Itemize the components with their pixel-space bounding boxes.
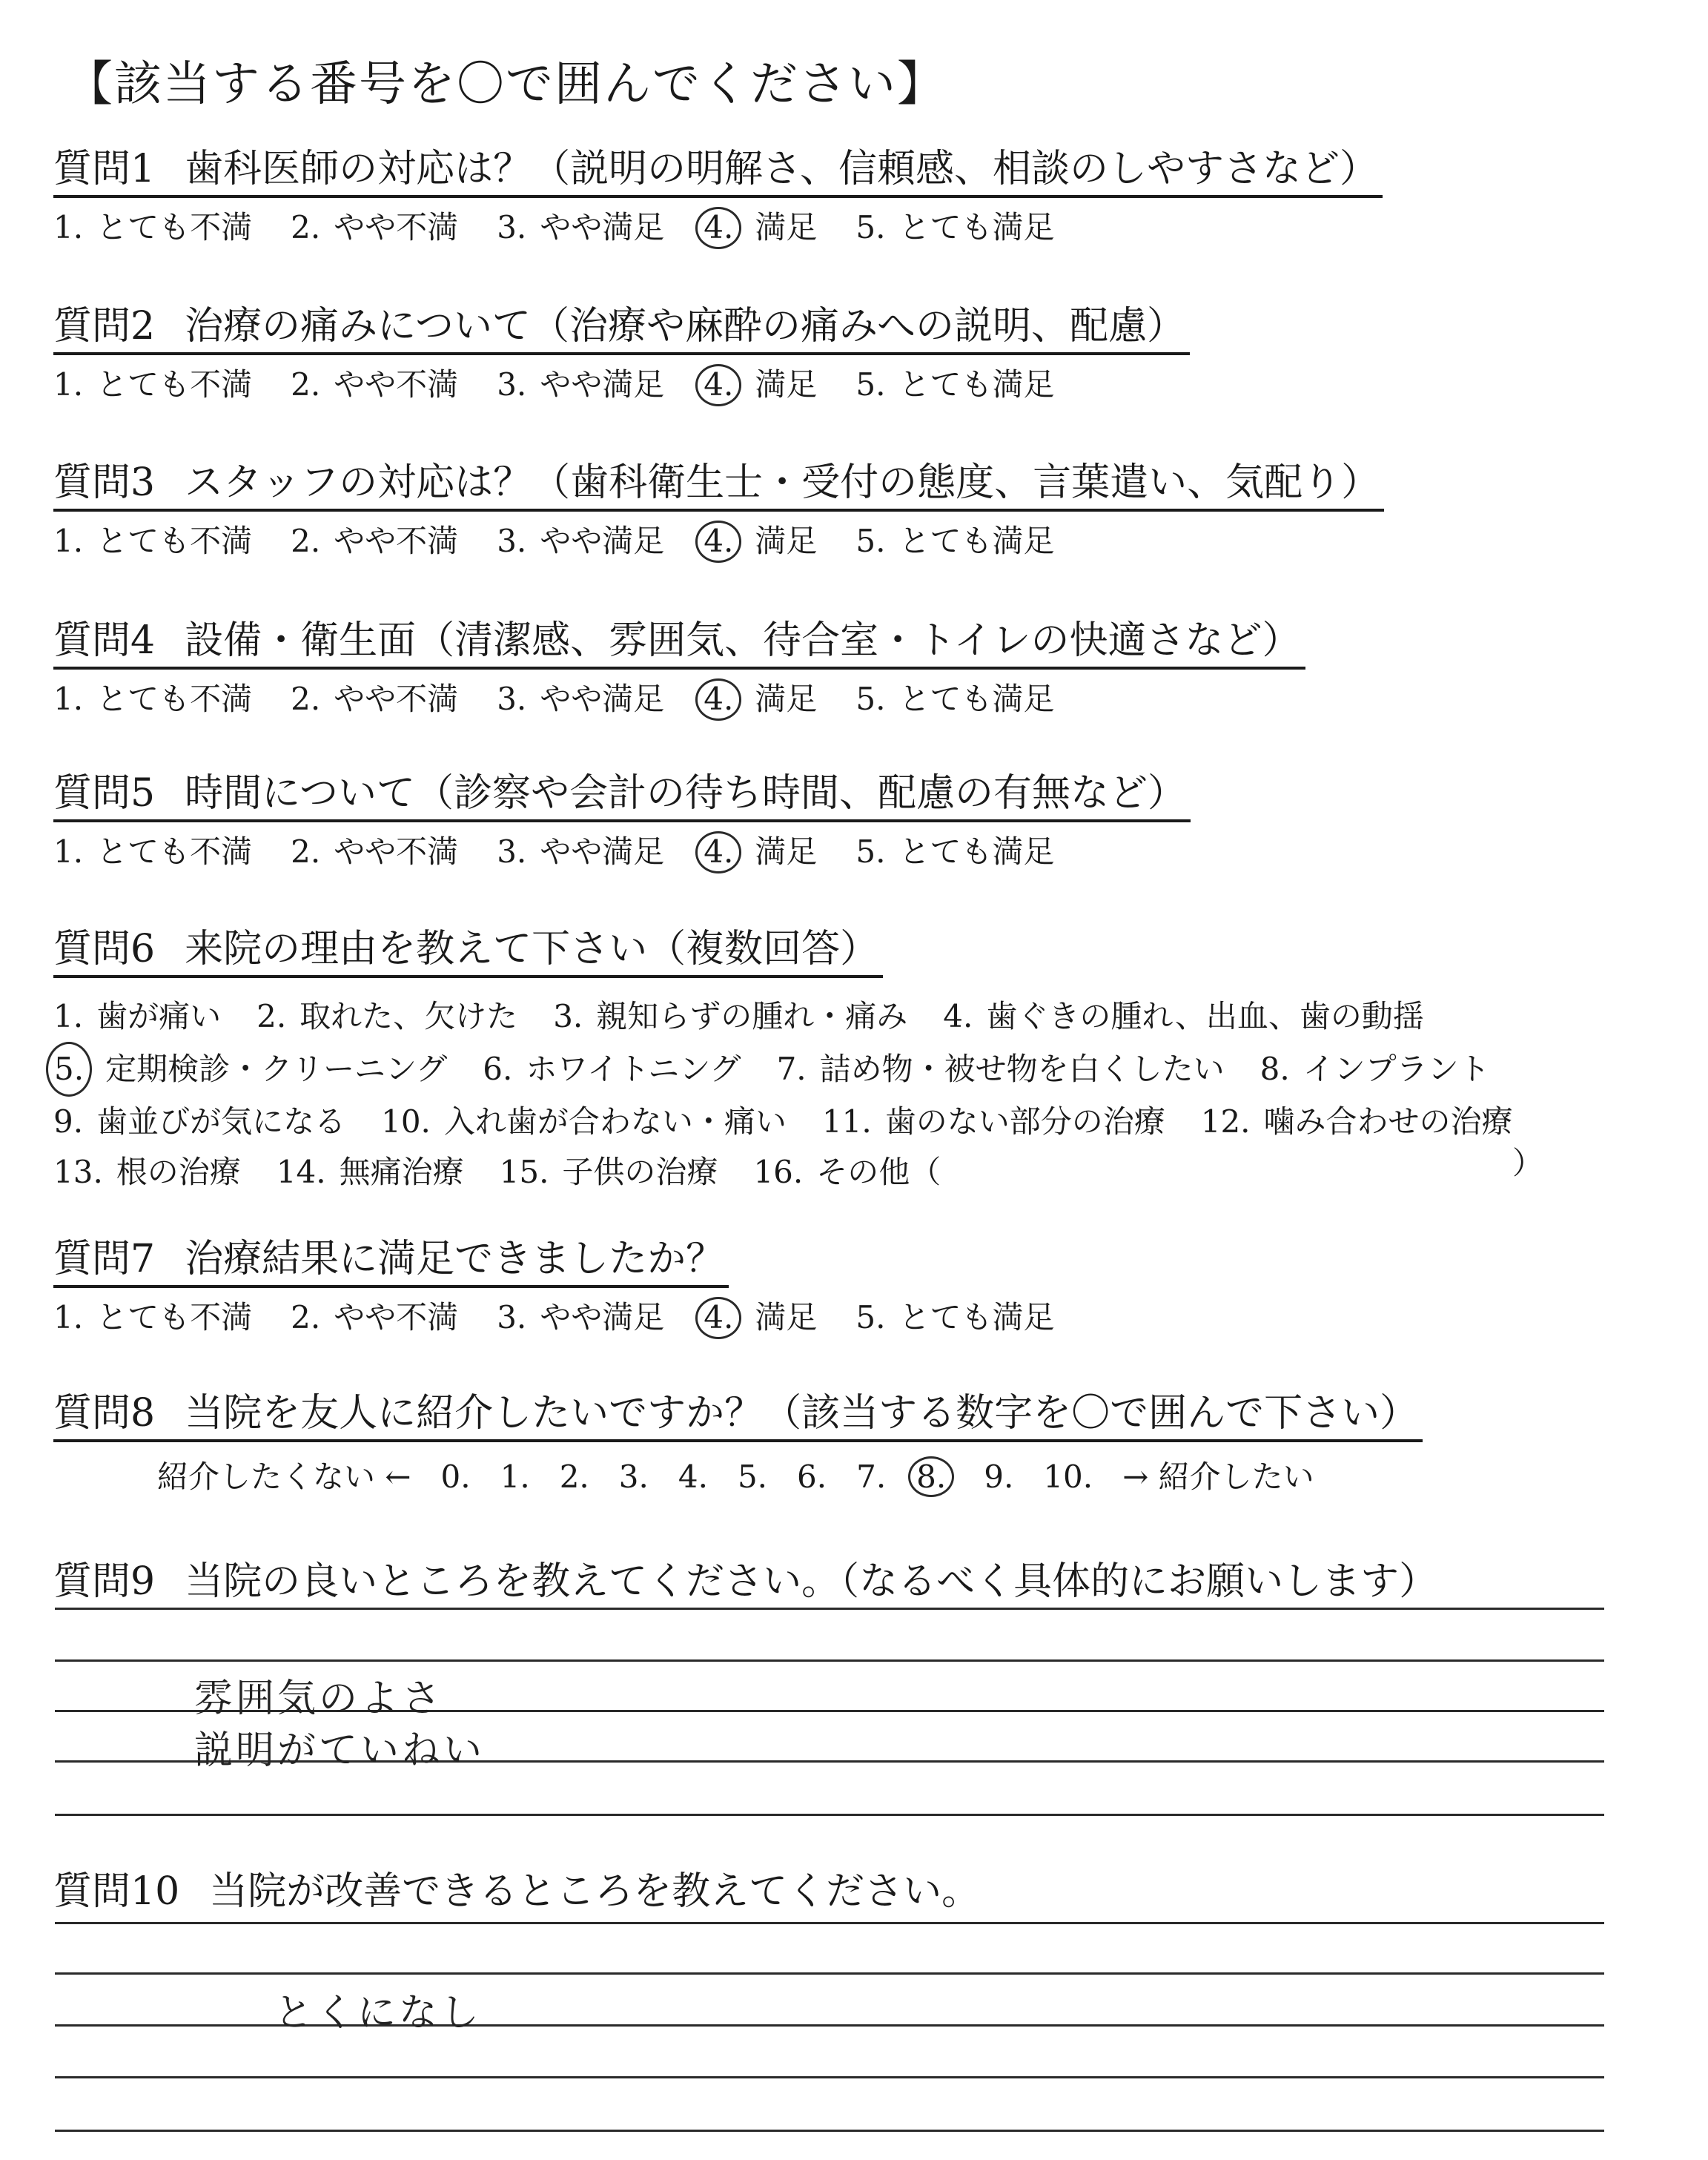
option-label: とても不満: [96, 681, 253, 718]
option-label: ホワイトニング: [526, 1051, 741, 1088]
option-number: 8.: [1260, 1051, 1290, 1088]
rating-option-2[interactable]: [291, 523, 458, 560]
option-label: やや満足: [540, 209, 665, 246]
question-text: 設備・衛生面（清潔感、雰囲気、待合室・トイレの快適さなど）: [185, 618, 1301, 663]
question-9: [53, 1550, 1647, 1605]
question-label: 質問8: [53, 1391, 156, 1436]
reason-option-7[interactable]: [777, 1044, 1225, 1094]
question-heading: [53, 773, 1191, 822]
option-number: 5.: [855, 681, 886, 718]
option-label: やや満足: [540, 523, 665, 560]
reason-option-9[interactable]: [53, 1097, 345, 1147]
scale-option-1[interactable]: 1.: [500, 1459, 530, 1496]
option-number: 4.: [695, 678, 741, 720]
question-text: 歯科医師の対応は？（説明の明解さ、信頼感、相談のしやすさなど）: [185, 147, 1379, 191]
reason-option-6[interactable]: [483, 1044, 741, 1094]
rating-option-1[interactable]: [53, 833, 252, 871]
option-number: 14.: [276, 1154, 326, 1191]
question-text: 治療の痛みについて（治療や麻酔の痛みへの説明、配慮）: [185, 304, 1186, 349]
option-label: 取れた、欠けた: [299, 998, 518, 1035]
option-number: 3.: [497, 833, 527, 871]
answer-line: [55, 1972, 1604, 1975]
reason-option-11[interactable]: [822, 1097, 1165, 1147]
rating-option-5[interactable]: [855, 209, 1054, 246]
option-label: やや満足: [540, 833, 665, 871]
option-number: 2.: [291, 366, 321, 403]
rating-option-1[interactable]: [53, 209, 252, 246]
rating-options: [53, 678, 1647, 720]
option-number: 2.: [291, 1299, 321, 1336]
option-label: 子供の治療: [562, 1154, 718, 1191]
rating-option-3[interactable]: [497, 523, 664, 560]
rating-options: [53, 831, 1647, 873]
scale-option-5[interactable]: 5.: [737, 1459, 768, 1496]
option-number: 3.: [497, 366, 527, 403]
scale-option-10[interactable]: 10.: [1043, 1459, 1093, 1496]
rating-option-1[interactable]: [53, 1299, 252, 1336]
question-text: 当院の良いところを教えてください。（なるべく具体的にお願いします）: [185, 1559, 1438, 1604]
question-label: 質問4: [53, 618, 156, 663]
option-label: やや不満: [334, 523, 459, 560]
question-label: 質問10: [53, 1869, 180, 1914]
other-close-paren: ）: [1512, 1145, 1543, 1181]
scale-option-0[interactable]: 0.: [440, 1459, 471, 1496]
question-2: [53, 305, 1647, 406]
question-text: 来院の理由を教えて下さい（複数回答）: [185, 927, 879, 971]
scale-option-8[interactable]: 8.: [908, 1456, 954, 1497]
option-number: 1.: [53, 523, 84, 560]
question-3: [53, 462, 1647, 563]
question-text: 当院が改善できるところを教えてください。: [209, 1869, 981, 1914]
question-heading: [53, 305, 1190, 355]
rating-option-5[interactable]: [855, 523, 1054, 560]
option-label: やや不満: [334, 833, 459, 871]
option-label: とても不満: [96, 1299, 253, 1336]
option-number: 1.: [53, 833, 84, 871]
rating-options: [53, 521, 1647, 562]
option-number: 3.: [553, 998, 583, 1035]
option-label: 満足: [755, 209, 818, 246]
option-label: やや不満: [334, 681, 459, 718]
reason-option-5[interactable]: [53, 1042, 447, 1097]
answer-line: [55, 1814, 1604, 1816]
option-label: とても満足: [898, 1299, 1055, 1336]
option-number: 11.: [821, 1103, 872, 1140]
question-label: 質問7: [53, 1237, 156, 1281]
option-label: 満足: [755, 681, 818, 718]
question-10: [53, 1860, 1647, 1915]
option-number: 1.: [53, 998, 84, 1035]
rating-option-5[interactable]: [855, 366, 1054, 403]
rating-option-2[interactable]: [291, 1299, 458, 1336]
rating-option-2[interactable]: [291, 681, 458, 718]
rating-options: [53, 207, 1647, 248]
rating-options: [53, 1297, 1647, 1338]
option-number: 4.: [695, 364, 741, 406]
question-heading: [53, 1860, 1647, 1915]
option-number: 10.: [381, 1103, 431, 1140]
rating-option-4[interactable]: [703, 678, 817, 720]
rating-option-5[interactable]: [855, 1299, 1054, 1336]
option-number: 12.: [1200, 1103, 1251, 1140]
scale-right-label: → 紹介したい: [1122, 1459, 1314, 1496]
reason-option-3[interactable]: [553, 991, 907, 1042]
option-label: 満足: [755, 523, 818, 560]
answer-line: [55, 2130, 1604, 2132]
question-6: [53, 928, 1647, 1198]
option-label: 満足: [755, 366, 818, 403]
option-number: 3.: [497, 209, 527, 246]
option-label: 親知らずの腫れ・痛み: [596, 998, 908, 1035]
option-number: 3.: [497, 1299, 527, 1336]
option-label: やや不満: [334, 1299, 459, 1336]
question-text: 治療結果に満足できましたか？: [185, 1237, 725, 1281]
option-label: 無痛治療: [339, 1154, 464, 1191]
option-number: 1.: [53, 366, 84, 403]
reason-option-16[interactable]: [753, 1147, 941, 1198]
reason-option-10[interactable]: [381, 1097, 787, 1147]
option-label: とても満足: [898, 523, 1055, 560]
q9-answer-line-2: 説明がていねい: [194, 1728, 486, 1773]
option-number: 9.: [53, 1103, 84, 1140]
option-number: 5.: [855, 209, 886, 246]
rating-option-4[interactable]: [703, 521, 817, 562]
option-number: 5.: [855, 833, 886, 871]
option-number: 1.: [53, 1299, 84, 1336]
reason-option-1[interactable]: [53, 991, 221, 1042]
option-number: 1.: [53, 209, 84, 246]
question-7: [53, 1238, 1647, 1339]
option-number: 1.: [53, 681, 84, 718]
option-number: 4.: [943, 998, 973, 1035]
option-label: 噛み合わせの治療: [1263, 1103, 1513, 1140]
rating-option-1[interactable]: [53, 366, 252, 403]
question-text: 時間について（診察や会計の待ち時間、配慮の有無など）: [185, 771, 1187, 816]
option-label: 入れ歯が合わない・痛い: [443, 1103, 787, 1140]
scale-option-7[interactable]: 7.: [856, 1459, 887, 1496]
rating-option-2[interactable]: [291, 366, 458, 403]
option-number: 4.: [695, 207, 741, 248]
option-number: 5.: [855, 523, 886, 560]
scale-option-3[interactable]: 3.: [618, 1459, 649, 1496]
question-text: スタッフの対応は？（歯科衛生士・受付の態度、言葉遣い、気配り）: [185, 460, 1380, 505]
question-heading: [53, 1550, 1647, 1605]
rating-option-3[interactable]: [497, 209, 664, 246]
option-label: その他（: [816, 1154, 941, 1191]
question-label: 質問9: [53, 1559, 156, 1604]
option-label: とても不満: [96, 366, 253, 403]
question-heading: [53, 1238, 729, 1288]
option-label: 歯が痛い: [96, 998, 222, 1035]
rating-option-4[interactable]: [703, 207, 817, 248]
rating-option-5[interactable]: [855, 833, 1054, 871]
option-number: 6.: [483, 1051, 513, 1088]
question-heading: [53, 462, 1384, 512]
option-label: 歯並びが気になる: [96, 1103, 346, 1140]
scale-option-6[interactable]: 6.: [797, 1459, 827, 1496]
option-label: とても不満: [96, 209, 253, 246]
option-number: 15.: [499, 1154, 549, 1191]
option-number: 2.: [256, 998, 287, 1035]
question-label: 質問5: [53, 771, 156, 816]
option-label: とても満足: [898, 366, 1055, 403]
question-heading: [53, 148, 1383, 198]
option-label: やや不満: [334, 366, 459, 403]
option-label: とても不満: [96, 833, 253, 871]
option-number: 3.: [497, 681, 527, 718]
option-label: インプラント: [1302, 1051, 1490, 1088]
option-label: 根の治療: [116, 1154, 241, 1191]
option-number: 3.: [497, 523, 527, 560]
answer-line: [55, 1922, 1604, 1924]
option-number: 2.: [291, 209, 321, 246]
scale-option-2[interactable]: 2.: [559, 1459, 589, 1496]
option-label: とても不満: [96, 523, 253, 560]
option-label: とても満足: [898, 833, 1055, 871]
option-number: 4.: [695, 1297, 741, 1338]
rating-option-3[interactable]: [497, 366, 664, 403]
question-label: 質問2: [53, 304, 156, 349]
question-label: 質問3: [53, 460, 156, 505]
q9-answer-line-1: 雰囲気のよさ: [194, 1677, 444, 1721]
rating-option-4[interactable]: [703, 831, 817, 873]
option-label: とても満足: [898, 681, 1055, 718]
scale-option-9[interactable]: 9.: [984, 1459, 1014, 1496]
option-label: やや不満: [334, 209, 459, 246]
reason-option-15[interactable]: [500, 1147, 718, 1198]
rating-option-1[interactable]: [53, 523, 252, 560]
question-4: [53, 620, 1647, 721]
option-label: 詰め物・被せ物を白くしたい: [819, 1051, 1225, 1088]
answer-line: [55, 1659, 1604, 1662]
reason-option-13[interactable]: [53, 1147, 241, 1198]
question-1: [53, 148, 1647, 249]
option-label: やや満足: [540, 1299, 665, 1336]
option-label: やや満足: [540, 681, 665, 718]
option-number: 4.: [695, 831, 741, 873]
reason-option-2[interactable]: [256, 991, 517, 1042]
reason-option-14[interactable]: [277, 1147, 464, 1198]
question-8: [53, 1393, 1647, 1497]
answer-line: [55, 1608, 1604, 1610]
option-number: 5.: [46, 1042, 92, 1097]
rating-option-4[interactable]: [703, 1297, 817, 1338]
rating-option-3[interactable]: [497, 681, 664, 718]
question-heading: [53, 620, 1305, 670]
scale-numbers: [441, 1459, 1123, 1495]
option-number: 7.: [776, 1051, 807, 1088]
option-number: 2.: [291, 681, 321, 718]
rating-option-3[interactable]: [497, 833, 664, 871]
option-label: 満足: [755, 833, 818, 871]
option-label: 歯ぐきの腫れ、出血、歯の動揺: [986, 998, 1424, 1035]
rating-option-3[interactable]: [497, 1299, 664, 1336]
reason-options: [53, 991, 1647, 1198]
rating-option-1[interactable]: [53, 681, 252, 718]
option-number: 13.: [53, 1154, 103, 1191]
option-number: 2.: [291, 523, 321, 560]
scale-option-4[interactable]: 4.: [678, 1459, 708, 1496]
question-label: 質問1: [53, 147, 156, 191]
option-number: 4.: [695, 521, 741, 562]
option-label: 満足: [755, 1299, 818, 1336]
option-number: 5.: [855, 1299, 886, 1336]
option-number: 5.: [855, 366, 886, 403]
option-label: 歯のない部分の治療: [884, 1103, 1165, 1140]
scale-left-label: 紹介したくない ←: [157, 1459, 411, 1496]
rating-option-2[interactable]: [291, 209, 458, 246]
reason-option-8[interactable]: [1260, 1044, 1490, 1094]
option-label: とても満足: [898, 209, 1055, 246]
recommend-scale: [157, 1453, 1647, 1497]
question-label: 質問6: [53, 927, 156, 971]
reason-option-4[interactable]: [943, 991, 1424, 1042]
question-heading: [53, 1393, 1423, 1442]
rating-option-5[interactable]: [855, 681, 1054, 718]
option-number: 16.: [753, 1154, 804, 1191]
option-label: 定期検診・クリーニング: [105, 1051, 448, 1088]
question-heading: [53, 928, 883, 978]
rating-option-4[interactable]: [703, 364, 817, 406]
q10-answer-line-1: とくになし: [274, 1991, 483, 2035]
option-number: 2.: [291, 833, 321, 871]
page-title: 【該当する番号を〇で囲んでください】: [65, 57, 946, 112]
answer-line: [55, 2076, 1604, 2078]
question-text: 当院を友人に紹介したいですか？（該当する数字を〇で囲んで下さい）: [185, 1391, 1419, 1436]
option-label: やや満足: [540, 366, 665, 403]
reason-option-12[interactable]: [1201, 1097, 1513, 1147]
rating-options: [53, 364, 1647, 406]
question-5: [53, 773, 1647, 873]
rating-option-2[interactable]: [291, 833, 458, 871]
